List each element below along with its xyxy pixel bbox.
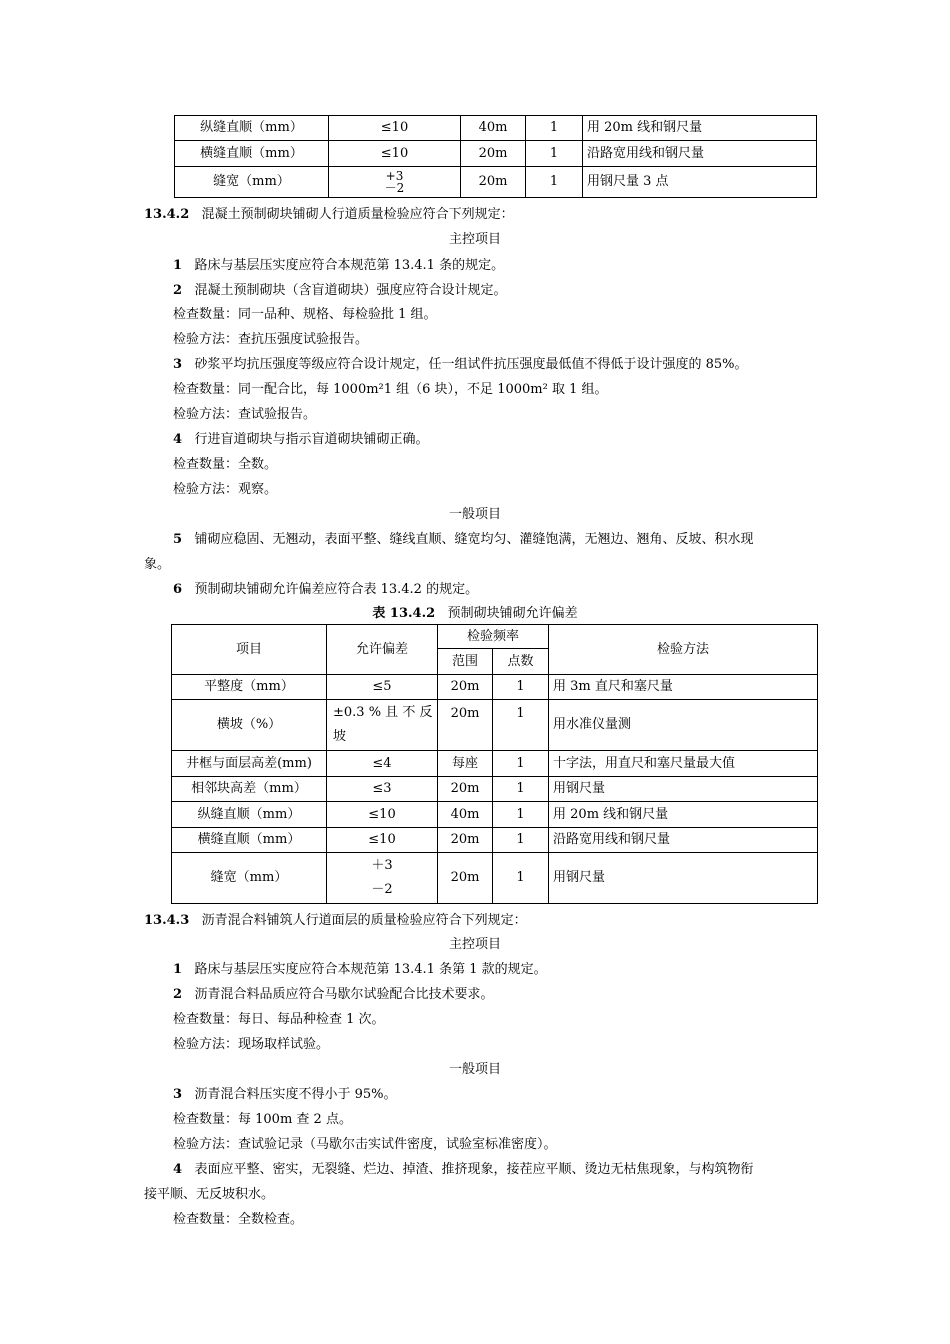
item-number: 2 xyxy=(173,283,183,298)
item-cell: 缝宽（mm） xyxy=(172,853,327,904)
deviation-cell: ≤10 xyxy=(329,141,461,167)
deviation-cell xyxy=(329,167,461,198)
inspection-quantity: 检查数量：同一配合比，每 1000m²1 组（6 块），不足 1000m² 取 1 组。 xyxy=(173,382,608,397)
method-cell: 用水准仪量测 xyxy=(549,700,818,751)
table-row xyxy=(172,751,818,777)
item-number: 2 xyxy=(173,987,183,1002)
inspection-method: 检验方法：查抗压强度试验报告。 xyxy=(173,332,369,347)
subheading-main-items: 主控项目 xyxy=(448,937,501,952)
count-cell: 1 xyxy=(493,828,549,853)
header-count: 点数 xyxy=(493,649,549,675)
paragraph xyxy=(173,532,753,548)
item-number: 1 xyxy=(173,962,183,977)
count-cell: 1 xyxy=(493,700,549,751)
section-number: 13.4.2 xyxy=(144,207,190,222)
subheading-general-items: 一般项目 xyxy=(448,507,501,522)
top-table xyxy=(174,115,817,198)
paragraph xyxy=(173,432,428,448)
header-frequency: 检验频率 xyxy=(438,625,549,649)
inspection-method: 检验方法：观察。 xyxy=(173,482,278,497)
paragraph xyxy=(173,1162,753,1178)
item-cell: 纵缝直顺（mm） xyxy=(175,116,329,141)
method-cell: 用钢尺量 xyxy=(549,777,818,802)
item-cell: 横缝直顺（mm） xyxy=(172,828,327,853)
table-row xyxy=(172,853,818,904)
table-row xyxy=(175,167,817,198)
item-cell: 纵缝直顺（mm） xyxy=(172,802,327,828)
tolerance-lower: －2 xyxy=(384,181,405,195)
deviation-cell: ≤3 xyxy=(327,777,438,802)
paragraph xyxy=(173,283,506,299)
paragraph-continuation: 接平顺、无反坡积水。 xyxy=(144,1187,275,1202)
inspection-method: 检验方法：查试验报告。 xyxy=(173,407,317,422)
item-cell: 平整度（mm） xyxy=(172,675,327,700)
item-number: 3 xyxy=(173,1087,183,1102)
item-number: 4 xyxy=(173,432,183,447)
method-cell: 用 20m 线和钢尺量 xyxy=(583,116,817,141)
section-number: 13.4.3 xyxy=(144,913,190,928)
paragraph xyxy=(173,962,547,978)
paragraph-text: 砂浆平均抗压强度等级应符合设计规定，任一组试件抗压强度最低值不得低于设计强度的 85%。 xyxy=(194,357,748,372)
range-cell: 20m xyxy=(438,828,493,853)
range-cell: 20m xyxy=(438,777,493,802)
inspection-method: 检验方法：查试验记录（马歇尔击实试件密度，试验室标准密度）。 xyxy=(173,1137,557,1152)
item-number: 6 xyxy=(173,582,183,597)
item-cell: 横缝直顺（mm） xyxy=(175,141,329,167)
inspection-quantity: 检查数量：全数检查。 xyxy=(173,1212,304,1227)
deviation-cell: ≤10 xyxy=(329,116,461,141)
deviation-line: ±0.3 % 且 不 反 xyxy=(333,705,433,720)
paragraph xyxy=(173,258,504,274)
method-cell: 沿路宽用线和钢尺量 xyxy=(549,828,818,853)
range-cell: 20m xyxy=(461,141,526,167)
header-deviation: 允许偏差 xyxy=(327,625,438,675)
method-cell: 用 3m 直尺和塞尺量 xyxy=(549,675,818,700)
table-row xyxy=(172,802,818,828)
header-range: 范围 xyxy=(438,649,493,675)
paragraph-text: 混凝土预制砌块（含盲道砌块）强度应符合设计规定。 xyxy=(194,283,507,298)
count-cell: 1 xyxy=(493,777,549,802)
method-cell: 用钢尺量 xyxy=(549,853,818,904)
range-cell: 每座 xyxy=(438,751,493,777)
count-cell: 1 xyxy=(493,751,549,777)
inspection-quantity: 检查数量：每日、每品种检查 1 次。 xyxy=(173,1012,385,1027)
header-item: 项目 xyxy=(172,625,327,675)
method-cell: 沿路宽用线和钢尺量 xyxy=(583,141,817,167)
inspection-method: 检验方法：现场取样试验。 xyxy=(173,1037,330,1052)
paragraph-text: 路床与基层压实度应符合本规范第 13.4.1 条的规定。 xyxy=(194,258,505,273)
item-number: 5 xyxy=(173,532,183,547)
inspection-quantity: 检查数量：同一品种、规格、每检验批 1 组。 xyxy=(173,307,437,322)
paragraph-text: 沥青混合料品质应符合马歇尔试验配合比技术要求。 xyxy=(194,987,494,1002)
table-header-row xyxy=(172,625,818,649)
table-row xyxy=(172,700,818,751)
paragraph-text: 行进盲道砌块与指示盲道砌块铺砌正确。 xyxy=(194,432,429,447)
inspection-quantity: 检查数量：每 100m 查 2 点。 xyxy=(173,1112,352,1127)
paragraph-text: 沥青混合料压实度不得小于 95%。 xyxy=(194,1087,397,1102)
paragraph-text: 铺砌应稳固、无翘动，表面平整、缝线直顺、缝宽均匀、灌缝饱满，无翘边、翘角、反坡、积水现 xyxy=(194,532,754,547)
count-cell: 1 xyxy=(526,116,583,141)
deviation-cell: ≤10 xyxy=(327,828,438,853)
deviation-cell: ≤10 xyxy=(327,802,438,828)
count-cell: 1 xyxy=(493,675,549,700)
paragraph-text: 表面应平整、密实，无裂缝、烂边、掉渣、推挤现象，接茬应平顺、烫边无枯焦现象，与构筑物衔 xyxy=(194,1162,754,1177)
range-cell: 40m xyxy=(461,116,526,141)
table-caption-number: 表 13.4.2 xyxy=(372,606,436,621)
deviation-cell: ≤5 xyxy=(327,675,438,700)
range-cell: 40m xyxy=(438,802,493,828)
range-cell: 20m xyxy=(438,675,493,700)
deviation-cell: ≤4 xyxy=(327,751,438,777)
count-cell: 1 xyxy=(526,167,583,198)
subheading-general-items: 一般项目 xyxy=(448,1062,501,1077)
section-heading-13-4-2 xyxy=(144,207,514,223)
table-row xyxy=(172,777,818,802)
item-cell: 井框与面层高差(mm) xyxy=(172,751,327,777)
table-caption-text: 预制砌块铺砌允许偏差 xyxy=(447,606,578,621)
paragraph xyxy=(173,987,493,1003)
range-cell: 20m xyxy=(461,167,526,198)
section-text: 混凝土预制砌块铺砌人行道质量检验应符合下列规定： xyxy=(201,207,514,222)
item-number: 3 xyxy=(173,357,183,372)
item-number: 1 xyxy=(173,258,183,273)
method-cell: 十字法，用直尺和塞尺量最大值 xyxy=(549,751,818,777)
count-cell: 1 xyxy=(493,802,549,828)
deviation-line: 坡 xyxy=(333,729,347,744)
paragraph-continuation: 象。 xyxy=(144,557,171,572)
table-row xyxy=(172,675,818,700)
count-cell: 1 xyxy=(493,853,549,904)
tolerance-upper: +3 xyxy=(385,169,404,183)
method-cell: 用 20m 线和钢尺量 xyxy=(549,802,818,828)
item-cell: 相邻块高差（mm） xyxy=(172,777,327,802)
item-number: 4 xyxy=(173,1162,183,1177)
tolerance-lower: －2 xyxy=(371,882,393,897)
paragraph xyxy=(173,357,747,373)
main-table xyxy=(171,624,818,904)
table-caption xyxy=(0,606,950,622)
deviation-cell xyxy=(327,853,438,904)
range-cell: 20m xyxy=(438,853,493,904)
paragraph-text: 路床与基层压实度应符合本规范第 13.4.1 条第 1 款的规定。 xyxy=(194,962,547,977)
deviation-cell xyxy=(327,700,438,751)
paragraph-text: 预制砌块铺砌允许偏差应符合表 13.4.2 的规定。 xyxy=(194,582,479,597)
header-method: 检验方法 xyxy=(549,625,818,675)
subheading-main-items: 主控项目 xyxy=(448,232,501,247)
inspection-quantity: 检查数量：全数。 xyxy=(173,457,278,472)
table-row xyxy=(172,828,818,853)
table-row xyxy=(175,141,817,167)
paragraph xyxy=(173,1087,396,1103)
paragraph xyxy=(173,582,478,598)
range-cell: 20m xyxy=(438,700,493,751)
section-heading-13-4-3 xyxy=(144,913,527,929)
method-cell: 用钢尺量 3 点 xyxy=(583,167,817,198)
count-cell: 1 xyxy=(526,141,583,167)
item-cell: 缝宽（mm） xyxy=(175,167,329,198)
section-text: 沥青混合料铺筑人行道面层的质量检验应符合下列规定： xyxy=(201,913,527,928)
item-cell: 横坡（%） xyxy=(172,700,327,751)
table-row xyxy=(175,116,817,141)
tolerance-upper: ＋3 xyxy=(371,858,393,873)
